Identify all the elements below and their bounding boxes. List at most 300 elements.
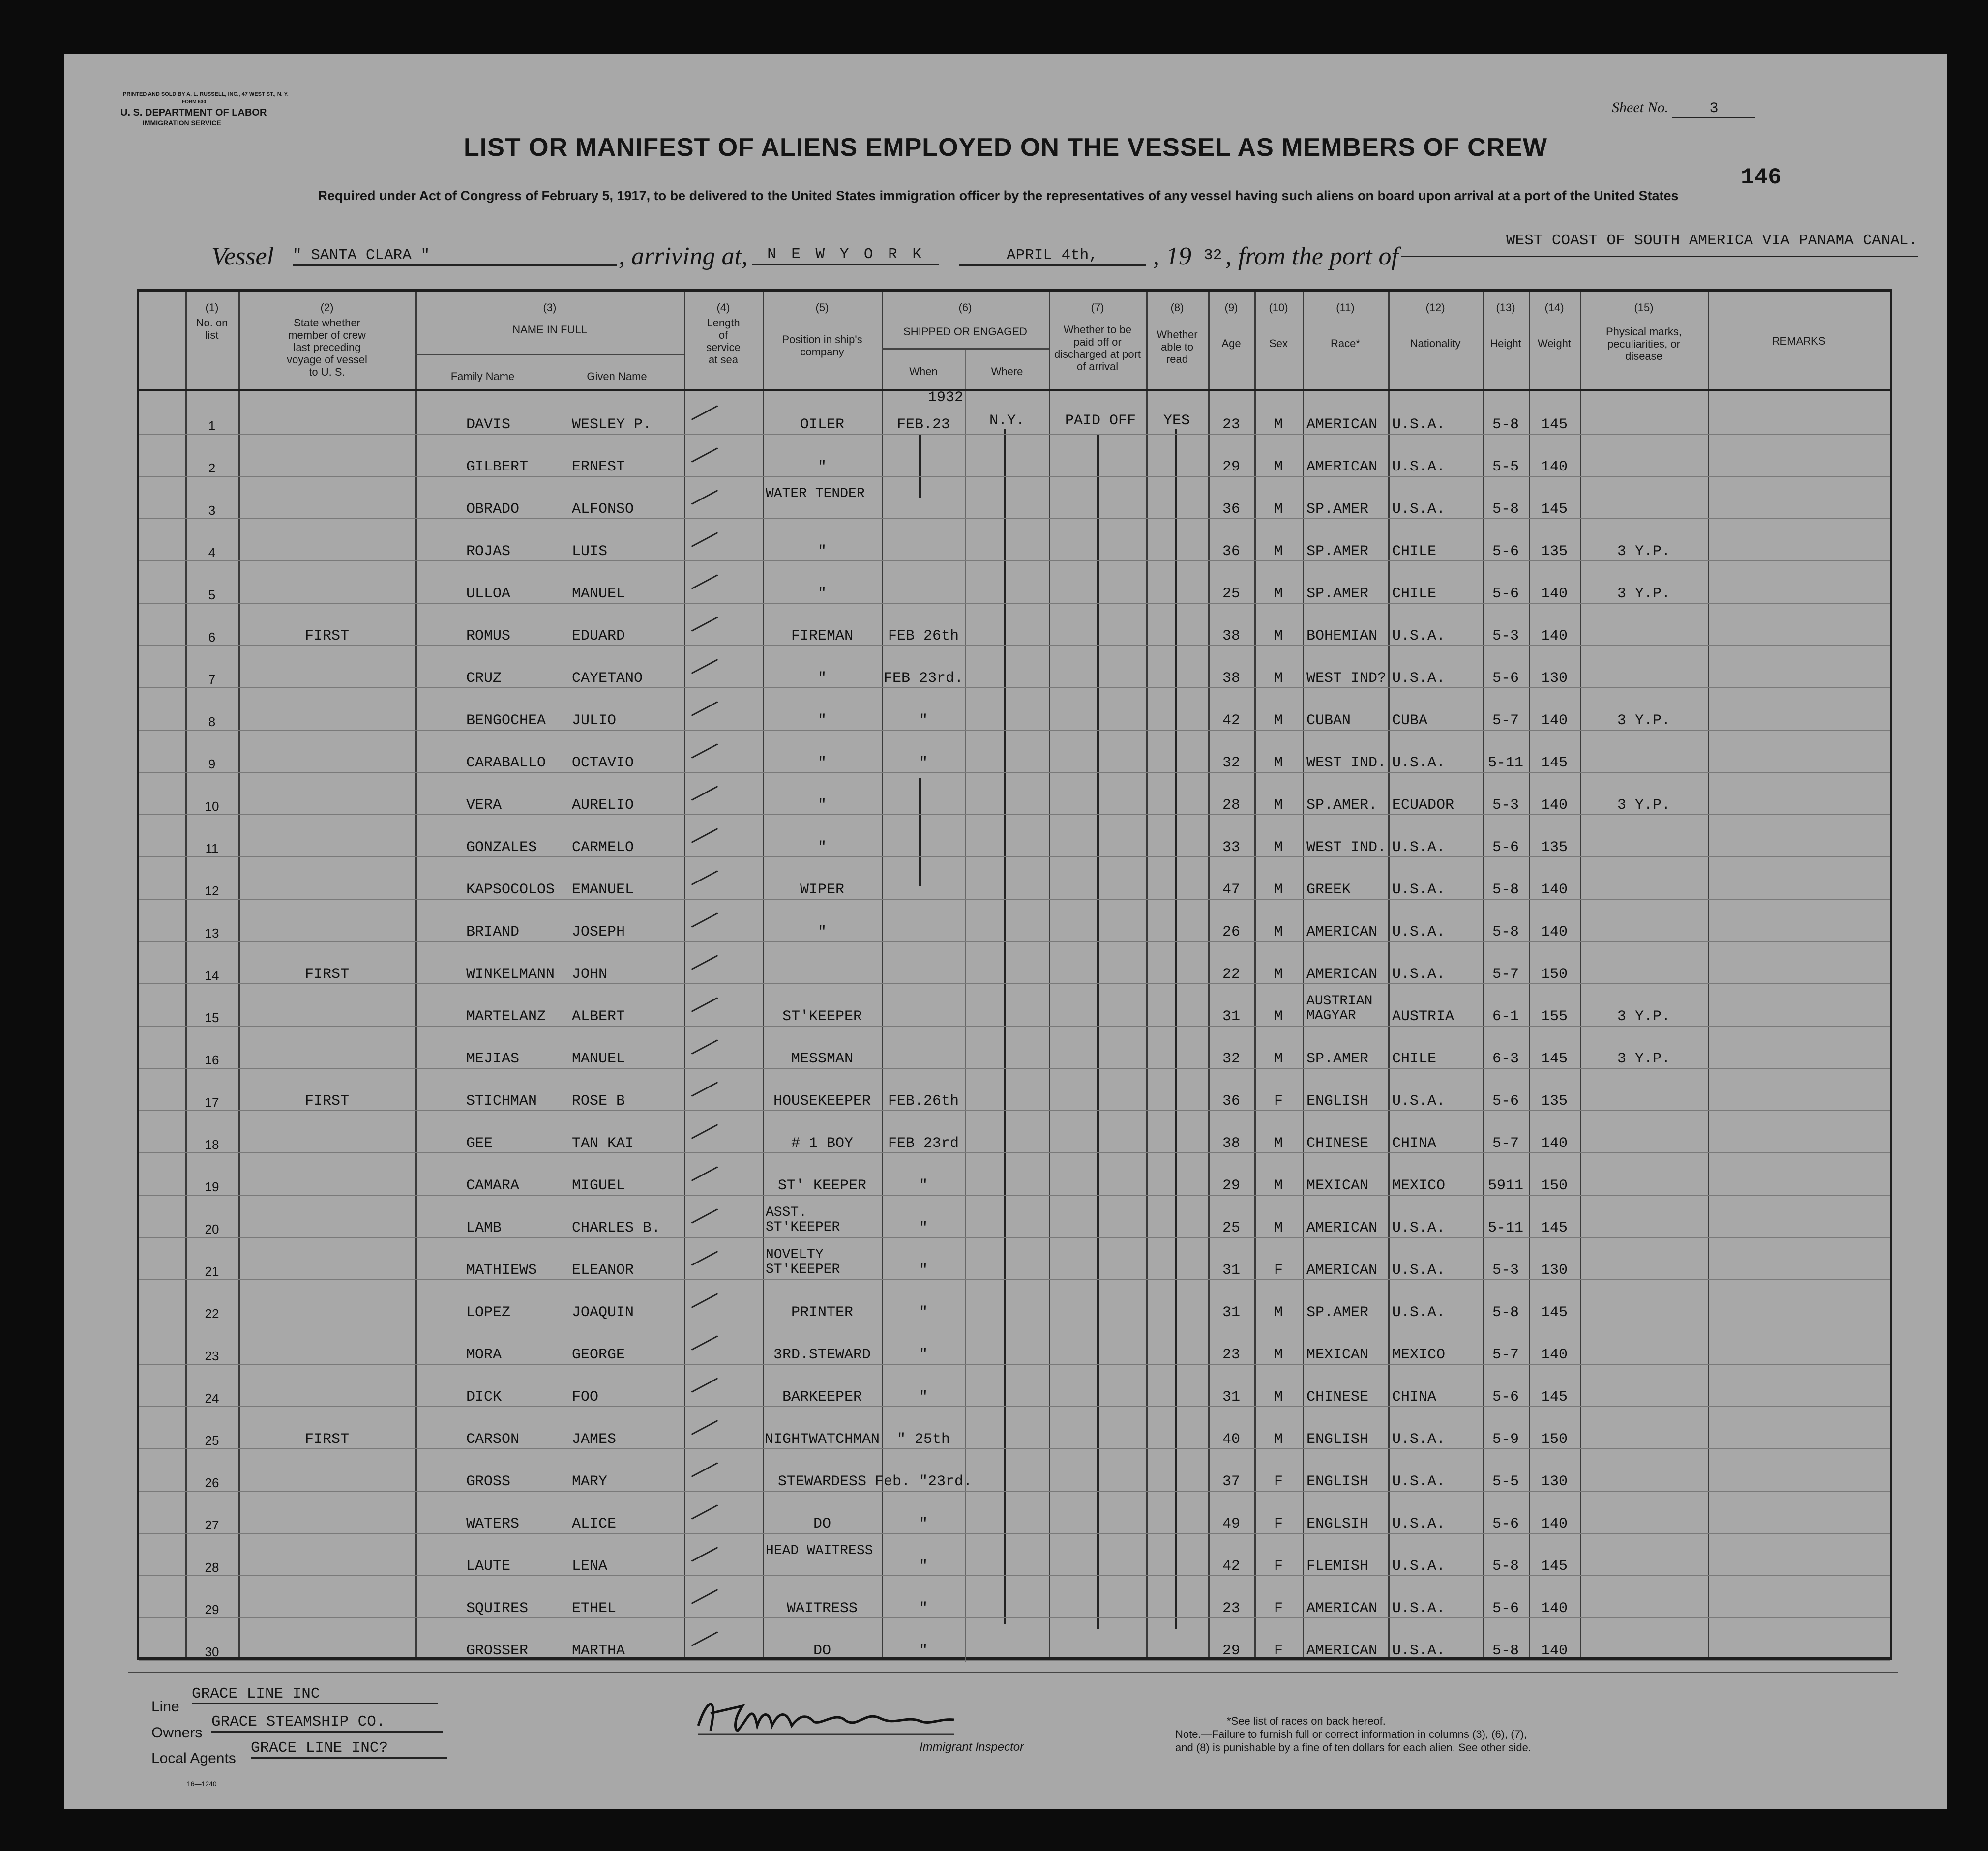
from-port: WEST COAST OF SOUTH AMERICA VIA PANAMA CANAL. [1401, 226, 1918, 257]
page-subtitle: Required under Act of Congress of February 5, 1917, to be delivered to the United States immigration officer by the representatives of any vessel having such aliens on board upon arrival at a port of the United States [318, 188, 1679, 203]
cell-sex: M [1274, 459, 1283, 475]
owners-value: GRACE STEAMSHIP CO. [211, 1713, 443, 1733]
cell-state: FIRST [304, 1093, 350, 1110]
cell-age: 31 [1222, 1008, 1241, 1025]
cell-weight: 140 [1541, 924, 1568, 940]
cell-race: BOHEMIAN [1306, 628, 1378, 645]
cell-no: 14 [205, 968, 219, 983]
cell-given: MANUEL [572, 1051, 625, 1067]
line-label: Line [151, 1699, 179, 1715]
cell-no: 6 [208, 630, 216, 645]
cell-position: " [817, 586, 827, 602]
cell-position: NOVELTY ST'KEEPER [766, 1247, 840, 1277]
cell-height: 5-3 [1492, 797, 1519, 814]
cell-height: 5-7 [1492, 966, 1519, 983]
cell-nat: MEXICO [1392, 1347, 1446, 1363]
cell-race: AUSTRIAN MAGYAR [1306, 994, 1373, 1024]
col10-header [1254, 301, 1303, 350]
check-mark [691, 1124, 718, 1139]
check-mark [691, 786, 718, 801]
cell-position: FIREMAN [791, 628, 854, 645]
cell-sex: F [1274, 1262, 1283, 1279]
cell-sex: F [1274, 1558, 1283, 1575]
cell-age: 37 [1222, 1473, 1241, 1490]
cell-race: MEXICAN [1306, 1177, 1369, 1194]
cell-position: WATER TENDER [766, 486, 865, 501]
cell-nat: MEXICO [1392, 1177, 1446, 1194]
cell-weight: 150 [1541, 1431, 1568, 1448]
cell-position: " [817, 712, 827, 729]
cell-given: ETHEL [572, 1600, 617, 1617]
cell-sex: M [1274, 543, 1283, 560]
cell-given: CARMELO [572, 839, 634, 856]
cell-weight: 140 [1541, 881, 1568, 898]
cell-age: 29 [1222, 459, 1241, 475]
cell-nat: U.S.A. [1392, 670, 1446, 687]
cell-age: 31 [1222, 1304, 1241, 1321]
cell-sex: M [1274, 924, 1283, 940]
row-divider [139, 1068, 1890, 1069]
cell-position: " [817, 543, 827, 560]
cell-nat: U.S.A. [1392, 1473, 1446, 1490]
col13-header [1483, 301, 1529, 350]
cell-no: 15 [205, 1010, 219, 1025]
cell-position: NIGHTWATCHMAN [764, 1431, 880, 1448]
cell-family: GONZALES [466, 839, 537, 856]
cell-weight: 145 [1541, 416, 1568, 433]
cell-height: 5-11 [1487, 755, 1524, 771]
cell-when: FEB.23 [896, 416, 950, 433]
col10-label: Sex [1269, 337, 1288, 350]
cell-nat: U.S.A. [1392, 839, 1446, 856]
row-divider [139, 1448, 1890, 1449]
cell-height: 5-6 [1492, 1516, 1519, 1532]
cell-race: ENGLISH [1306, 1473, 1369, 1490]
col7-label: Whether to be paid off or discharged at port of arrival [1054, 323, 1141, 373]
cell-height: 5-8 [1492, 1558, 1519, 1575]
cell-no: 16 [205, 1053, 219, 1067]
cell-age: 38 [1222, 670, 1241, 687]
col4-num: (4) [716, 301, 730, 314]
cell-no: 8 [208, 714, 216, 729]
agents-label: Local Agents [151, 1750, 236, 1766]
sheet-value: 3 [1672, 100, 1755, 118]
cell-position: OILER [800, 416, 845, 433]
row-divider [139, 434, 1890, 435]
cell-height: 5-9 [1492, 1431, 1519, 1448]
cell-nat: ECUADOR [1392, 797, 1454, 814]
cell-age: 49 [1222, 1516, 1241, 1532]
cell-marks: 3 Y.P. [1617, 543, 1671, 560]
col12-num: (12) [1425, 301, 1445, 314]
cell-when: " [919, 755, 928, 771]
cell-position: " [817, 459, 827, 475]
cell-family: BRIAND [466, 924, 520, 940]
row-divider [139, 518, 1890, 519]
cell-age: 31 [1222, 1389, 1241, 1406]
cell-age: 29 [1222, 1177, 1241, 1194]
cell-state: FIRST [304, 1431, 350, 1448]
cell-given: AURELIO [572, 797, 634, 814]
cell-age: 25 [1222, 1220, 1241, 1236]
cell-sex: M [1274, 670, 1283, 687]
cell-nat: U.S.A. [1392, 924, 1446, 940]
check-mark [691, 997, 718, 1012]
cell-when: " [919, 712, 928, 729]
cell-race: GREEK [1306, 881, 1351, 898]
cell-height: 5-6 [1492, 839, 1519, 856]
form-number: FORM 630 [182, 99, 206, 105]
cell-no: 1 [208, 418, 216, 433]
cell-family: GROSSER [466, 1643, 529, 1659]
cell-given: JULIO [572, 712, 617, 729]
col8-num: (8) [1170, 301, 1184, 314]
cell-height: 5911 [1487, 1177, 1524, 1194]
cell-weight: 140 [1541, 1643, 1568, 1659]
given-name-header: Given Name [587, 370, 647, 382]
cell-given: JOSEPH [572, 924, 625, 940]
cell-family: STICHMAN [466, 1093, 537, 1110]
check-mark [691, 574, 718, 589]
row-divider [139, 476, 1890, 477]
arriving-label: , arriving at, [619, 242, 748, 270]
cell-given: TAN KAI [572, 1135, 634, 1152]
cell-race: SP.AMER [1306, 1051, 1369, 1067]
cell-family: CRUZ [466, 670, 502, 687]
sheet-number [1612, 99, 1755, 118]
cell-family: ROJAS [466, 543, 511, 560]
cell-no: 12 [205, 883, 219, 898]
cell-race: CHINESE [1306, 1135, 1369, 1152]
cell-when: FEB.26th [888, 1093, 959, 1110]
year-prefix: , 19 [1153, 242, 1191, 270]
cell-weight: 145 [1541, 1558, 1568, 1575]
cell-when: " 25th [896, 1431, 950, 1448]
cell-age: 40 [1222, 1431, 1241, 1448]
col12-header [1388, 301, 1483, 350]
col6-num: (6) [958, 301, 972, 314]
arrival-date: APRIL 4th, [959, 247, 1146, 266]
ditto-line-where [1004, 429, 1006, 1624]
page-title: LIST OR MANIFEST OF ALIENS EMPLOYED ON THE VESSEL AS MEMBERS OF CREW [464, 133, 1547, 162]
cell-given: LUIS [572, 543, 608, 560]
col14-num: (14) [1544, 301, 1564, 314]
cell-race: SP.AMER [1306, 543, 1369, 560]
cell-no: 18 [205, 1137, 219, 1152]
cell-when: " [919, 1220, 928, 1236]
cell-sex: F [1274, 1643, 1283, 1659]
cell-weight: 145 [1541, 1389, 1568, 1406]
cell-given: ELEANOR [572, 1262, 634, 1279]
cell-height: 5-7 [1492, 1347, 1519, 1363]
cell-race: SP.AMER. [1306, 797, 1378, 814]
col2-header [238, 301, 415, 378]
vessel-name: " SANTA CLARA " [293, 247, 617, 266]
row-divider [139, 899, 1890, 900]
cell-height: 5-7 [1492, 712, 1519, 729]
row-divider [139, 560, 1890, 561]
col9-header [1208, 301, 1254, 350]
cell-nat: CHILE [1392, 586, 1437, 602]
cell-position: PRINTER [791, 1304, 854, 1321]
col8-label: Whether able to read [1157, 328, 1198, 365]
cell-position: HOUSEKEEPER [773, 1093, 871, 1110]
cell-sex: M [1274, 1347, 1283, 1363]
cell-race: SP.AMER [1306, 1304, 1369, 1321]
cell-sex: M [1274, 1008, 1283, 1025]
cell-position: MESSMAN [791, 1051, 854, 1067]
cell-family: MEJIAS [466, 1051, 520, 1067]
cell-family: GILBERT [466, 459, 529, 475]
row-divider [139, 983, 1890, 984]
cell-height: 5-6 [1492, 586, 1519, 602]
cell-weight: 140 [1541, 1135, 1568, 1152]
cell-no: 11 [205, 841, 219, 856]
col2-num: (2) [320, 301, 334, 314]
col15-header [1580, 301, 1708, 362]
cell-family: MARTELANZ [466, 1008, 546, 1025]
cell-when: " [919, 1347, 928, 1363]
cell-no: 25 [205, 1433, 219, 1448]
cell-height: 5-3 [1492, 628, 1519, 645]
cell-no: 9 [208, 757, 216, 771]
row-divider [139, 1660, 1890, 1661]
check-mark [691, 743, 718, 759]
cell-weight: 145 [1541, 1220, 1568, 1236]
cell-nat: AUSTRIA [1392, 1008, 1454, 1025]
cell-position: " [817, 670, 827, 687]
cell-sex: M [1274, 712, 1283, 729]
cell-age: 31 [1222, 1262, 1241, 1279]
cell-nat: U.S.A. [1392, 1431, 1446, 1448]
cell-height: 5-3 [1492, 1262, 1519, 1279]
cell-weight: 140 [1541, 628, 1568, 645]
cell-age: 25 [1222, 586, 1241, 602]
cell-no: 17 [205, 1095, 219, 1110]
cell-nat: U.S.A. [1392, 1516, 1446, 1532]
cell-race: AMERICAN [1306, 1643, 1378, 1659]
cell-no: 20 [205, 1222, 219, 1236]
col11-num: (11) [1336, 301, 1355, 314]
col13-num: (13) [1496, 301, 1515, 314]
cell-sex: M [1274, 1389, 1283, 1406]
col7-num: (7) [1091, 301, 1104, 314]
cell-height: 5-5 [1492, 459, 1519, 475]
cell-given: EDUARD [572, 628, 625, 645]
cell-race: CUBAN [1306, 712, 1351, 729]
cell-family: GEE [466, 1135, 493, 1152]
cell-no: 5 [208, 588, 216, 602]
sheet-label: Sheet No. [1612, 99, 1668, 116]
cell-sex: M [1274, 586, 1283, 602]
cell-weight: 135 [1541, 839, 1568, 856]
cell-race: MEXICAN [1306, 1347, 1369, 1363]
cell-no: 27 [205, 1518, 219, 1532]
cell-nat: U.S.A. [1392, 1220, 1446, 1236]
cell-family: KAPSOCOLOS [466, 881, 555, 898]
check-mark [691, 1378, 718, 1393]
cell-weight: 135 [1541, 543, 1568, 560]
cell-family: OBRADO [466, 501, 520, 518]
row-divider [139, 1491, 1890, 1492]
cell-sex: F [1274, 1600, 1283, 1617]
cell-family: VERA [466, 797, 502, 814]
cell-given: LENA [572, 1558, 608, 1575]
cell-nat: U.S.A. [1392, 459, 1446, 475]
col4-header [684, 301, 763, 366]
cell-height: 5-11 [1487, 1220, 1524, 1236]
cell-sex: F [1274, 1093, 1283, 1110]
line-value: GRACE LINE INC [192, 1685, 438, 1704]
cell-sex: F [1274, 1473, 1283, 1490]
cell-age: 36 [1222, 1093, 1241, 1110]
cell-age: 36 [1222, 543, 1241, 560]
col3-label: NAME IN FULL [512, 323, 587, 336]
row-divider [139, 814, 1890, 815]
check-mark [691, 490, 718, 505]
cell-race: FLEMISH [1306, 1558, 1369, 1575]
service-label: IMMIGRATION SERVICE [143, 119, 221, 127]
cell-weight: 140 [1541, 1347, 1568, 1363]
cell-no: 21 [205, 1264, 219, 1279]
shipped-year: 1932 [927, 389, 964, 406]
cell-weight: 155 [1541, 1008, 1568, 1025]
cell-given: CAYETANO [572, 670, 643, 687]
manifest-sheet [64, 54, 1947, 1809]
check-mark [691, 870, 718, 885]
cell-race: AMERICAN [1306, 1600, 1378, 1617]
row-divider [139, 1195, 1890, 1196]
cell-height: 5-6 [1492, 1600, 1519, 1617]
col11-header [1303, 301, 1388, 350]
cell-height: 6-1 [1492, 1008, 1519, 1025]
cell-nat: U.S.A. [1392, 501, 1446, 518]
cell-given: OCTAVIO [572, 755, 634, 771]
cell-weight: 140 [1541, 459, 1568, 475]
cell-given: EMANUEL [572, 881, 634, 898]
note-fine-1: Note.—Failure to furnish full or correct information in columns (3), (6), (7), [1175, 1728, 1527, 1740]
cell-family: CARABALLO [466, 755, 546, 771]
cell-weight: 130 [1541, 670, 1568, 687]
cell-age: 47 [1222, 881, 1241, 898]
col5-num: (5) [815, 301, 829, 314]
cell-position: ASST. ST'KEEPER [766, 1205, 840, 1235]
cell-given: ROSE B [572, 1093, 625, 1110]
cell-height: 5-8 [1492, 501, 1519, 518]
cell-weight: 150 [1541, 966, 1568, 983]
check-mark [691, 447, 718, 463]
cell-family: ROMUS [466, 628, 511, 645]
cell-marks: 3 Y.P. [1617, 797, 1671, 814]
cell-no: 26 [205, 1475, 219, 1490]
cell-family: CAMARA [466, 1177, 520, 1194]
check-mark [691, 1251, 718, 1266]
cell-given: ALFONSO [572, 501, 634, 518]
col13-label: Height [1490, 337, 1521, 350]
inspector-label: Immigrant Inspector [920, 1740, 1024, 1754]
ditto-line-when [919, 778, 921, 886]
cell-nat: U.S.A. [1392, 1093, 1446, 1110]
row-divider [139, 1364, 1890, 1365]
cell-height: 5-5 [1492, 1473, 1519, 1490]
cell-height: 5-6 [1492, 670, 1519, 687]
cell-weight: 140 [1541, 586, 1568, 602]
cell-when: " [919, 1389, 928, 1406]
cell-sex: M [1274, 755, 1283, 771]
cell-sex: F [1274, 1516, 1283, 1532]
cell-race: WEST IND. [1306, 755, 1387, 771]
cell-height: 5-7 [1492, 1135, 1519, 1152]
cell-race: SP.AMER [1306, 501, 1369, 518]
cell-race: SP.AMER [1306, 586, 1369, 602]
cell-no: 29 [205, 1602, 219, 1617]
cell-race: AMERICAN [1306, 416, 1378, 433]
col9-label: Age [1221, 337, 1241, 350]
row-divider [139, 772, 1890, 773]
col14-header [1529, 301, 1580, 350]
cell-family: WINKELMANN [466, 966, 555, 983]
col7-header [1049, 301, 1146, 373]
cell-when: FEB 23rd [888, 1135, 959, 1152]
year-prefix-text: 19 [1166, 242, 1191, 270]
cell-race: AMERICAN [1306, 924, 1378, 940]
agents-value: GRACE LINE INC? [251, 1739, 447, 1759]
row-divider [139, 603, 1890, 604]
col14-label: Weight [1537, 337, 1572, 350]
cell-marks: 3 Y.P. [1617, 586, 1671, 602]
cell-given: MANUEL [572, 586, 625, 602]
cell-age: 23 [1222, 416, 1241, 433]
cell-age: 38 [1222, 1135, 1241, 1152]
cell-weight: 130 [1541, 1262, 1568, 1279]
cell-height: 6-3 [1492, 1051, 1519, 1067]
cell-position: DO [813, 1516, 831, 1532]
check-mark [691, 1631, 718, 1646]
family-name-header: Family Name [450, 370, 515, 382]
stamp-number: 146 [1741, 165, 1781, 190]
cell-no: 13 [205, 926, 219, 940]
col15-num: (15) [1634, 301, 1654, 314]
col9-num: (9) [1224, 301, 1238, 314]
cell-age: 36 [1222, 501, 1241, 518]
cell-height: 5-8 [1492, 1304, 1519, 1321]
row-divider [139, 856, 1890, 857]
cell-nat: U.S.A. [1392, 966, 1446, 983]
row-divider [139, 1406, 1890, 1407]
col8-header [1146, 301, 1208, 365]
cell-given: ERNEST [572, 459, 625, 475]
cell-no: 3 [208, 503, 216, 518]
row-divider [139, 1110, 1890, 1111]
cell-when: " [919, 1600, 928, 1617]
cell-no: 30 [205, 1645, 219, 1659]
cell-age: 42 [1222, 1558, 1241, 1575]
cell-position: WAITRESS [786, 1600, 858, 1617]
cell-sex: M [1274, 1051, 1283, 1067]
cell-race: AMERICAN [1306, 1262, 1378, 1279]
cell-position: WIPER [800, 881, 845, 898]
cell-age: 28 [1222, 797, 1241, 814]
vessel-label: Vessel [211, 242, 274, 270]
cell-nat: CHILE [1392, 1051, 1437, 1067]
row-divider [139, 1026, 1890, 1027]
remarks-header: REMARKS [1772, 335, 1826, 347]
row-divider [139, 645, 1890, 646]
row-divider [139, 1575, 1890, 1576]
cell-marks: 3 Y.P. [1617, 712, 1671, 729]
col5-header [763, 301, 882, 358]
cell-nat: CHINA [1392, 1389, 1437, 1406]
